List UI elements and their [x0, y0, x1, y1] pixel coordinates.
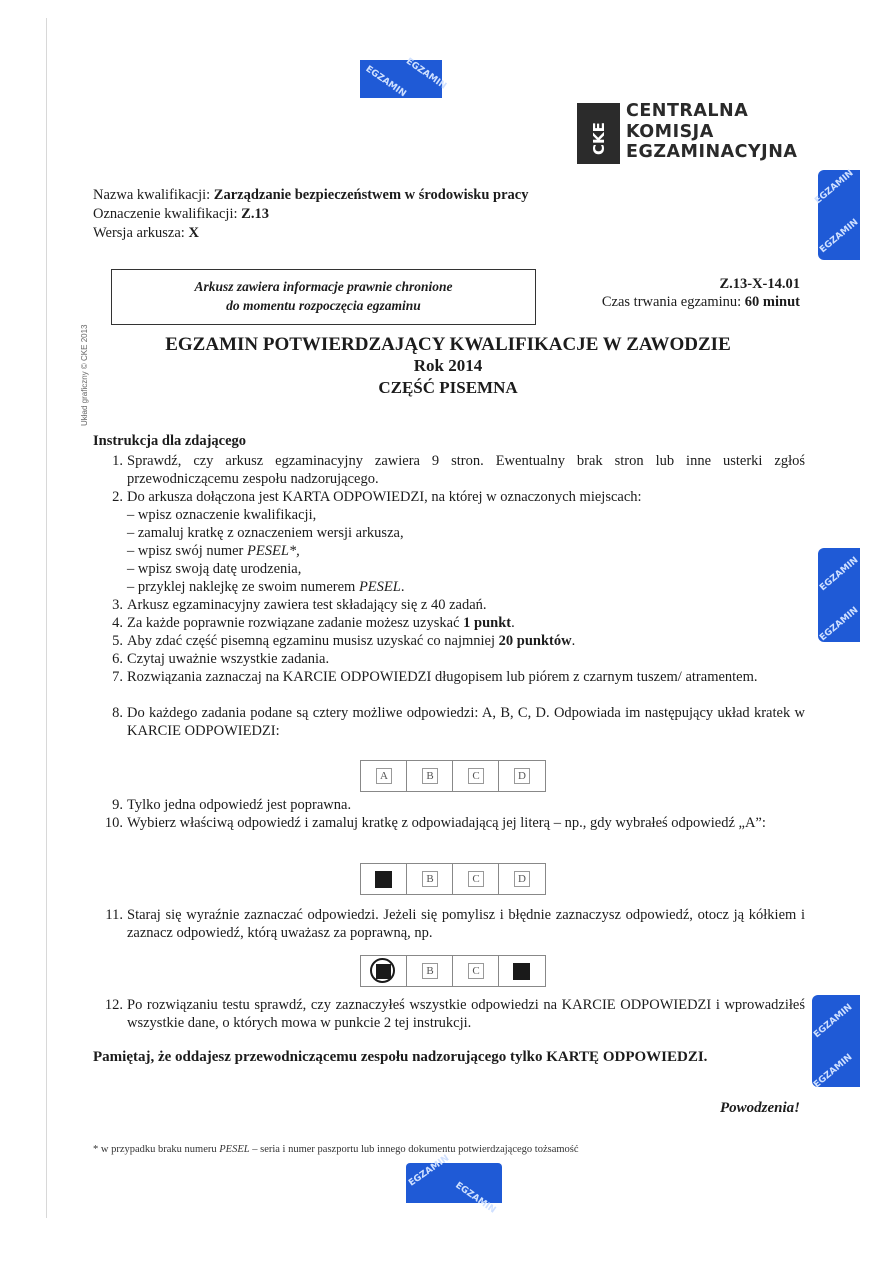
box-c: C — [468, 768, 484, 784]
duration-value: 60 minut — [744, 294, 800, 310]
svg-text:EGZAMIN: EGZAMIN — [812, 1002, 855, 1041]
seal-sticker-right-2 — [818, 548, 860, 642]
instruction-2-sub-1: – wpisz oznaczenie kwalifikacji, — [127, 507, 317, 523]
logo-line-2: KOMISJA — [626, 121, 714, 142]
sheet-code: Z.13-X-14.01 — [719, 276, 800, 292]
instruction-2-sub-3: – wpisz swój numer PESEL*, — [127, 543, 300, 559]
scan-edge-line — [46, 18, 47, 1218]
box-c: C — [468, 871, 484, 887]
sheet-code-block — [602, 275, 800, 311]
answer-boxes-selected-example — [360, 863, 546, 895]
exam-part: CZĘŚĆ PISEMNA — [378, 378, 518, 397]
logo-line-3: EGZAMINACYJNA — [626, 142, 798, 162]
svg-text:EGZAMIN: EGZAMIN — [363, 64, 408, 100]
footnote: * w przypadku braku numeru PESEL – seria i numer paszportu lub innego dokumentu potwierdzającego tożsamość — [93, 1144, 579, 1155]
filled-box-a — [376, 964, 391, 979]
seal-sticker-right-3 — [812, 995, 860, 1091]
box-b: B — [422, 871, 438, 887]
seal-sticker-right-1 — [813, 168, 861, 260]
good-luck: Powodzenia! — [719, 1100, 800, 1116]
exam-title: EGZAMIN POTWIERDZAJĄCY KWALIFIKACJE W ZAWODZIE — [165, 334, 731, 355]
exam-year: Rok 2014 — [413, 356, 483, 375]
logo-line-1: CENTRALNA — [626, 101, 749, 121]
version-label: Wersja arkusza: — [93, 225, 189, 241]
filled-box-a — [375, 871, 392, 888]
instruction-2-sub-5: – przyklej naklejkę ze swoim numerem PESEL. — [127, 579, 405, 595]
svg-text:EGZAMIN: EGZAMIN — [818, 217, 861, 256]
protected-info-notice — [111, 269, 536, 325]
seal-sticker-bottom — [406, 1153, 502, 1216]
box-d: D — [514, 768, 530, 784]
svg-text:EGZAMIN: EGZAMIN — [818, 605, 861, 644]
instructions-title: Instrukcja dla zdającego — [93, 433, 247, 449]
qual-label: Nazwa kwalifikacji: — [93, 187, 214, 203]
code-label: Oznaczenie kwalifikacji: — [93, 206, 242, 222]
instruction-2-sub-2: – zamaluj kratkę z oznaczeniem wersji arkusza, — [127, 525, 404, 541]
cke-logo-icon — [577, 103, 620, 164]
svg-text:EGZAMIN: EGZAMIN — [818, 555, 861, 594]
box-c: C — [468, 963, 484, 979]
instruction-2-sub-4: – wpisz swoją datę urodzenia, — [127, 561, 302, 577]
svg-text:CKE: CKE — [590, 122, 608, 155]
remember-note: Pamiętaj, że oddajesz przewodniczącemu zespołu nadzorującego tylko KARTĘ ODPOWIEDZI. — [93, 1049, 708, 1065]
code-value: Z.13 — [241, 206, 269, 222]
box-b: B — [422, 768, 438, 784]
cke-logo-text — [626, 101, 797, 163]
qual-value: Zarządzanie bezpieczeństwem w środowisku pracy — [213, 187, 529, 203]
instructions-list: 1. Sprawdź, czy arkusz egzaminacyjny zawiera 9 stron. Ewentualny brak stron lub inne usterki zgłoś przewodniczącemu zespołu nadzorującego. 2. Do arkusza dołączona jest KARTA ODPOWIEDZI, na której w oznaczonych miejscach: – wpisz oznaczenie kwalifikacji, – zamaluj kratkę z oznaczeniem wersji arkusza, – wpisz swój numer PESEL*, – wpisz swoją datę urodzenia, – przyklej naklejkę ze swoim numerem PESEL. 3. Arkusz egzaminacyjny zawiera test składający się z 40 zadań. 4. Za każde poprawnie rozwiązane zadanie możesz uzyskać 1 punkt. 5. Aby zdać część pisemną egzaminu musisz uzyskać co najmniej 20 punktów. 6. Czytaj uważnie wszystkie zadania. 7. Rozwiązania zaznaczaj na KARCIE ODPOWIEDZI długopisem lub piórem z czarnym tuszem/ atramentem. 8. Do każdego zadania podane są cztery możliwe odpowiedzi: A, B, C, D. Odpowiada im następujący układ kratek w KARCIE ODPOWIEDZI: 9. Tylko jedna odpowiedź jest poprawna. 10. Wybierz właściwą odpowiedź i zamaluj kratkę z odpowiadającą jej literą – np., gdy wybrałeś odpowiedź „A”: 11. Staraj się wyraźnie zaznaczać odpowiedzi. Jeżeli się pomylisz i błędnie zaznaczysz odpowiedź, otocz ją kółkiem i zaznacz odpowiedź, którą uważasz za poprawną, np. 12. Po rozwiązaniu testu sprawdź, czy zaznaczyłeś wszystkie odpowiedzi na KARCIE ODPOWIEDZI i wprowadziłeś wszystkie dane, o których mowa w punkcie 2 tej instrukcji. — [104, 453, 805, 1031]
svg-text:EGZAMIN: EGZAMIN — [407, 1153, 452, 1189]
notice-line-1: Arkusz zawiera informacje prawnie chronione — [194, 279, 453, 294]
duration-label: Czas trwania egzaminu: — [601, 294, 745, 310]
box-b: B — [422, 963, 438, 979]
version-value: X — [188, 225, 199, 241]
box-a: A — [376, 768, 392, 784]
answer-boxes-correction-example — [360, 955, 546, 987]
svg-text:EGZAMIN: EGZAMIN — [813, 168, 856, 207]
filled-box-d — [513, 963, 530, 980]
notice-line-2: do momentu rozpoczęcia egzaminu — [226, 298, 421, 313]
svg-text:EGZAMIN: EGZAMIN — [453, 1180, 498, 1216]
layout-copyright-note: Układ graficzny © CKE 2013 — [80, 324, 89, 426]
answer-boxes-layout — [360, 760, 546, 792]
box-d: D — [514, 871, 530, 887]
seal-sticker-top — [360, 56, 448, 100]
svg-text:EGZAMIN: EGZAMIN — [812, 1052, 855, 1091]
qualification-meta — [93, 186, 528, 243]
svg-text:EGZAMIN: EGZAMIN — [403, 56, 448, 92]
